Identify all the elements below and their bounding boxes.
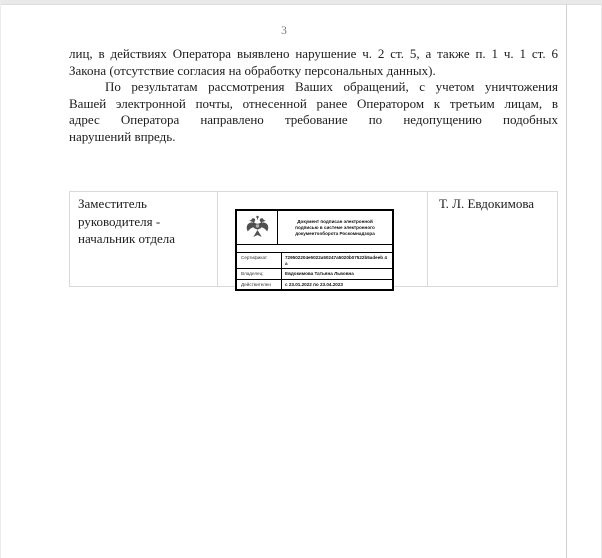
stamp-header-text xyxy=(278,211,392,244)
stamp-validity-label: Действителен xyxy=(241,281,271,287)
paragraph-line: По результатам рассмотрения Ваших обращений, с учетом уничтожения xyxy=(105,79,558,94)
paragraph-line: Вашей электронной почты, отнесенной ранее Оператором к третьим лицам, в xyxy=(69,95,558,111)
paragraph-line: нарушений впредь. xyxy=(69,128,176,144)
stamp-header-line: подписью в системе электронного xyxy=(295,224,375,230)
paragraph-line: Закона (отсутствие согласия на обработку персональных данных). xyxy=(69,62,436,78)
digital-signature-stamp xyxy=(235,209,394,291)
page-right-border xyxy=(566,4,567,558)
stamp-certificate-value: 729502204e5022a50247a5020b07522b5adeeb 4a xyxy=(281,253,392,268)
page-number: 3 xyxy=(281,25,287,37)
paragraph-line: адрес Оператора направлено требование по недопущению подобных xyxy=(69,112,558,127)
stamp-owner-row xyxy=(237,269,392,280)
stamp-header-line: документооборота Роскомнадзора xyxy=(295,230,375,236)
signature-table xyxy=(69,191,558,287)
stamp-owner-label: Владелец: xyxy=(241,271,264,276)
paragraph-line: лиц, в действиях Оператора выявлено нарушение ч. 2 ст. 5, а также п. 1 ч. 1 ст. 6 xyxy=(69,46,558,61)
signer-name-cell xyxy=(428,192,557,286)
signer-position-line: Заместитель xyxy=(78,196,147,211)
digital-signature-cell xyxy=(218,192,428,286)
stamp-header-line: Документ подписан электронной xyxy=(297,218,373,224)
signer-position-line: руководителя - xyxy=(78,213,161,229)
stamp-header xyxy=(237,211,392,245)
document-body-text xyxy=(69,46,558,145)
stamp-certificate-label: Сертификат xyxy=(241,255,268,260)
window-top-edge xyxy=(1,0,602,5)
stamp-certificate-row xyxy=(237,253,392,269)
stamp-validity-value: с 23.01.2022 по 23.04.2023 xyxy=(281,280,392,290)
signer-position-cell xyxy=(70,192,218,286)
stamp-spacer xyxy=(237,245,392,253)
stamp-owner-value: Евдокимова Татьяна Львовна xyxy=(281,269,392,279)
signer-name: Т. Л. Евдокимова xyxy=(439,196,535,211)
stamp-validity-row xyxy=(237,280,392,290)
coat-of-arms-eagle-icon xyxy=(237,211,278,244)
signer-position-line: начальник отдела xyxy=(78,231,176,246)
